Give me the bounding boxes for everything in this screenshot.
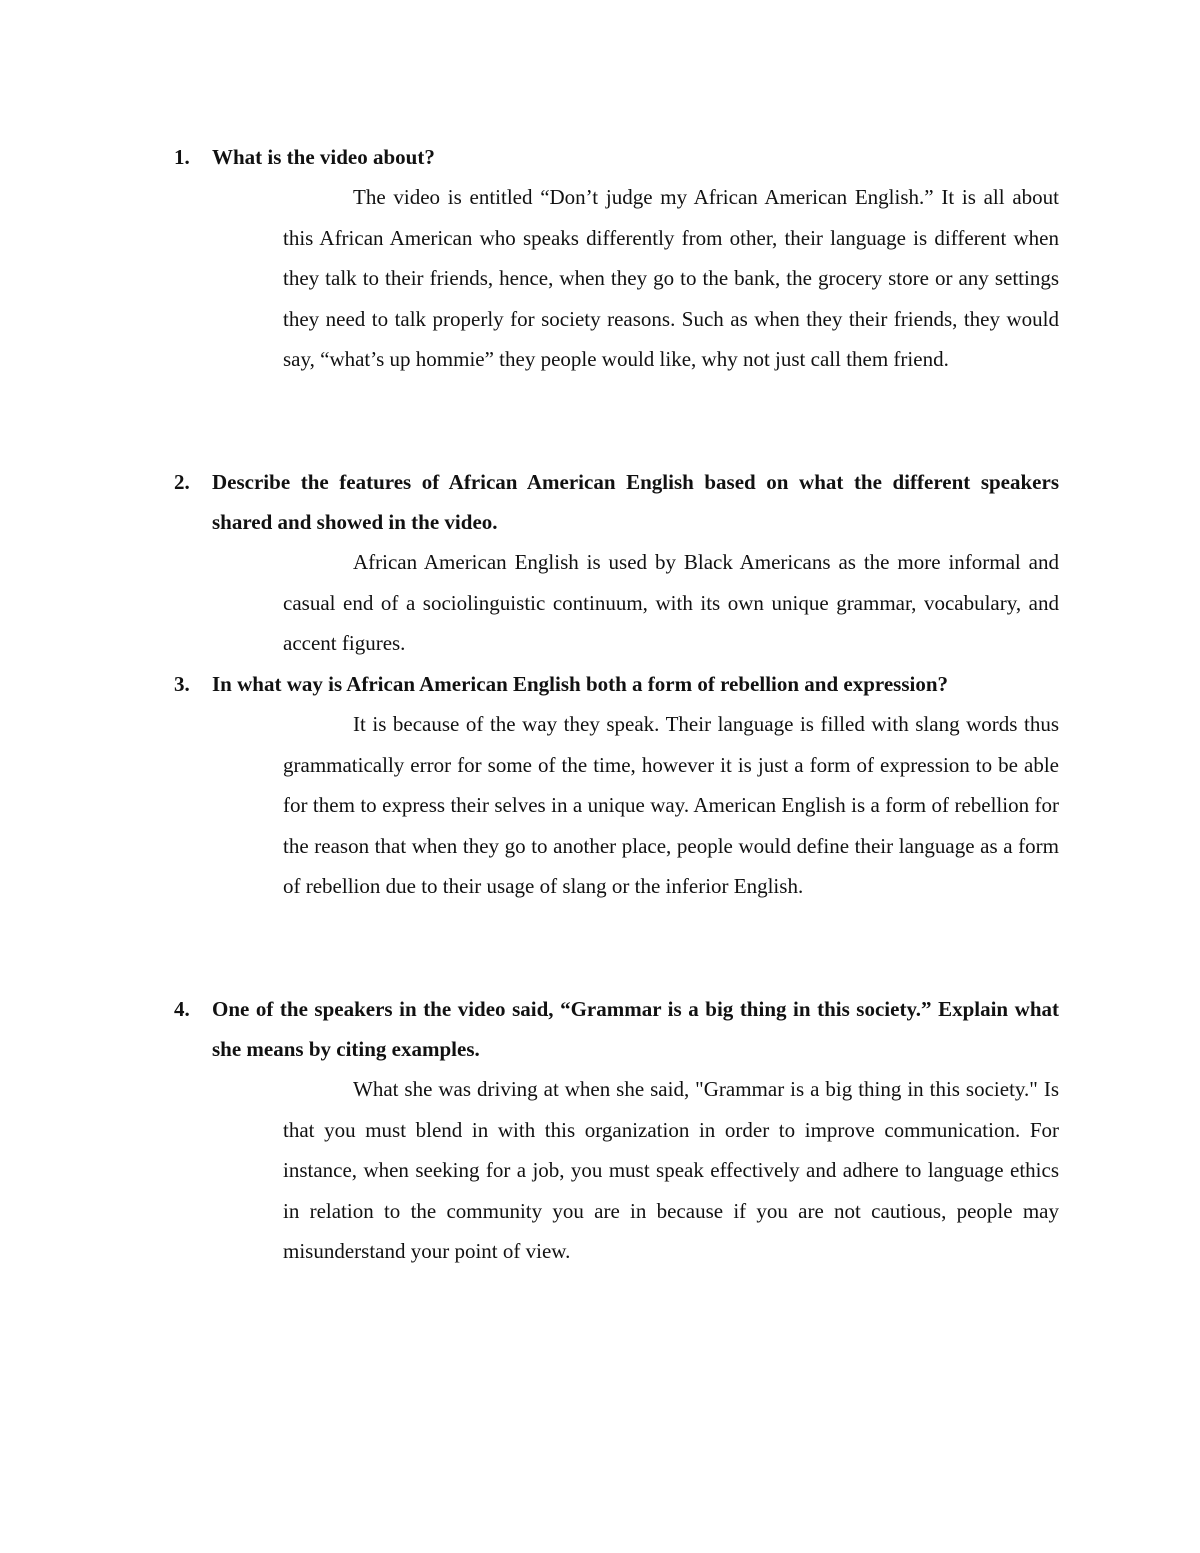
question-3: [174, 664, 1059, 907]
question-2: [174, 462, 1059, 664]
question-3-heading: [174, 664, 1059, 704]
question-2-text: Describe the features of African American English based on what the different speakers shared and showed in the video.: [212, 470, 1059, 534]
question-1: [174, 137, 1059, 380]
question-3-text: In what way is African American English both a form of rebellion and expression?: [212, 672, 949, 696]
question-4-text: One of the speakers in the video said, “Grammar is a big thing in this society.” Explain what she means by citing examples.: [212, 997, 1059, 1061]
question-4-number: 4.: [174, 997, 190, 1021]
question-3-number: 3.: [174, 672, 190, 696]
answer-3: It is because of the way they speak. Their language is filled with slang words thus grammatically error for some of the time, however it is just a form of expression to be able for them to express their selves in a unique way. American English is a form of rebellion for the reason that when they go to another place, people would define their language as a form of rebellion due to their usage of slang or the inferior English.: [283, 712, 1059, 898]
question-4: [174, 989, 1059, 1272]
question-2-heading: [174, 462, 1059, 542]
question-1-text: What is the video about?: [212, 145, 435, 169]
question-1-number: 1.: [174, 145, 190, 169]
answer-1: The video is entitled “Don’t judge my African American English.” It is all about this African American who speaks differently from other, their language is different when they talk to their friends, hence, when they go to the bank, the grocery store or any settings they need to talk properly for society reasons. Such as when they their friends, they would say, “what’s up hommie” they people would like, why not just call them friend.: [283, 185, 1059, 371]
question-1-heading: [174, 137, 1059, 177]
question-2-number: 2.: [174, 470, 190, 494]
answer-4: What she was driving at when she said, "Grammar is a big thing in this society." Is that you must blend in with this organization in order to improve communication. For instance, when seeking for a job, you must speak effectively and adhere to language ethics in relation to the community you are in because if you are not cautious, people may misunderstand your point of view.: [283, 1077, 1059, 1263]
question-4-heading: [174, 989, 1059, 1069]
answer-2: African American English is used by Black Americans as the more informal and casual end of a sociolinguistic continuum, with its own unique grammar, vocabulary, and accent figures.: [283, 550, 1059, 655]
